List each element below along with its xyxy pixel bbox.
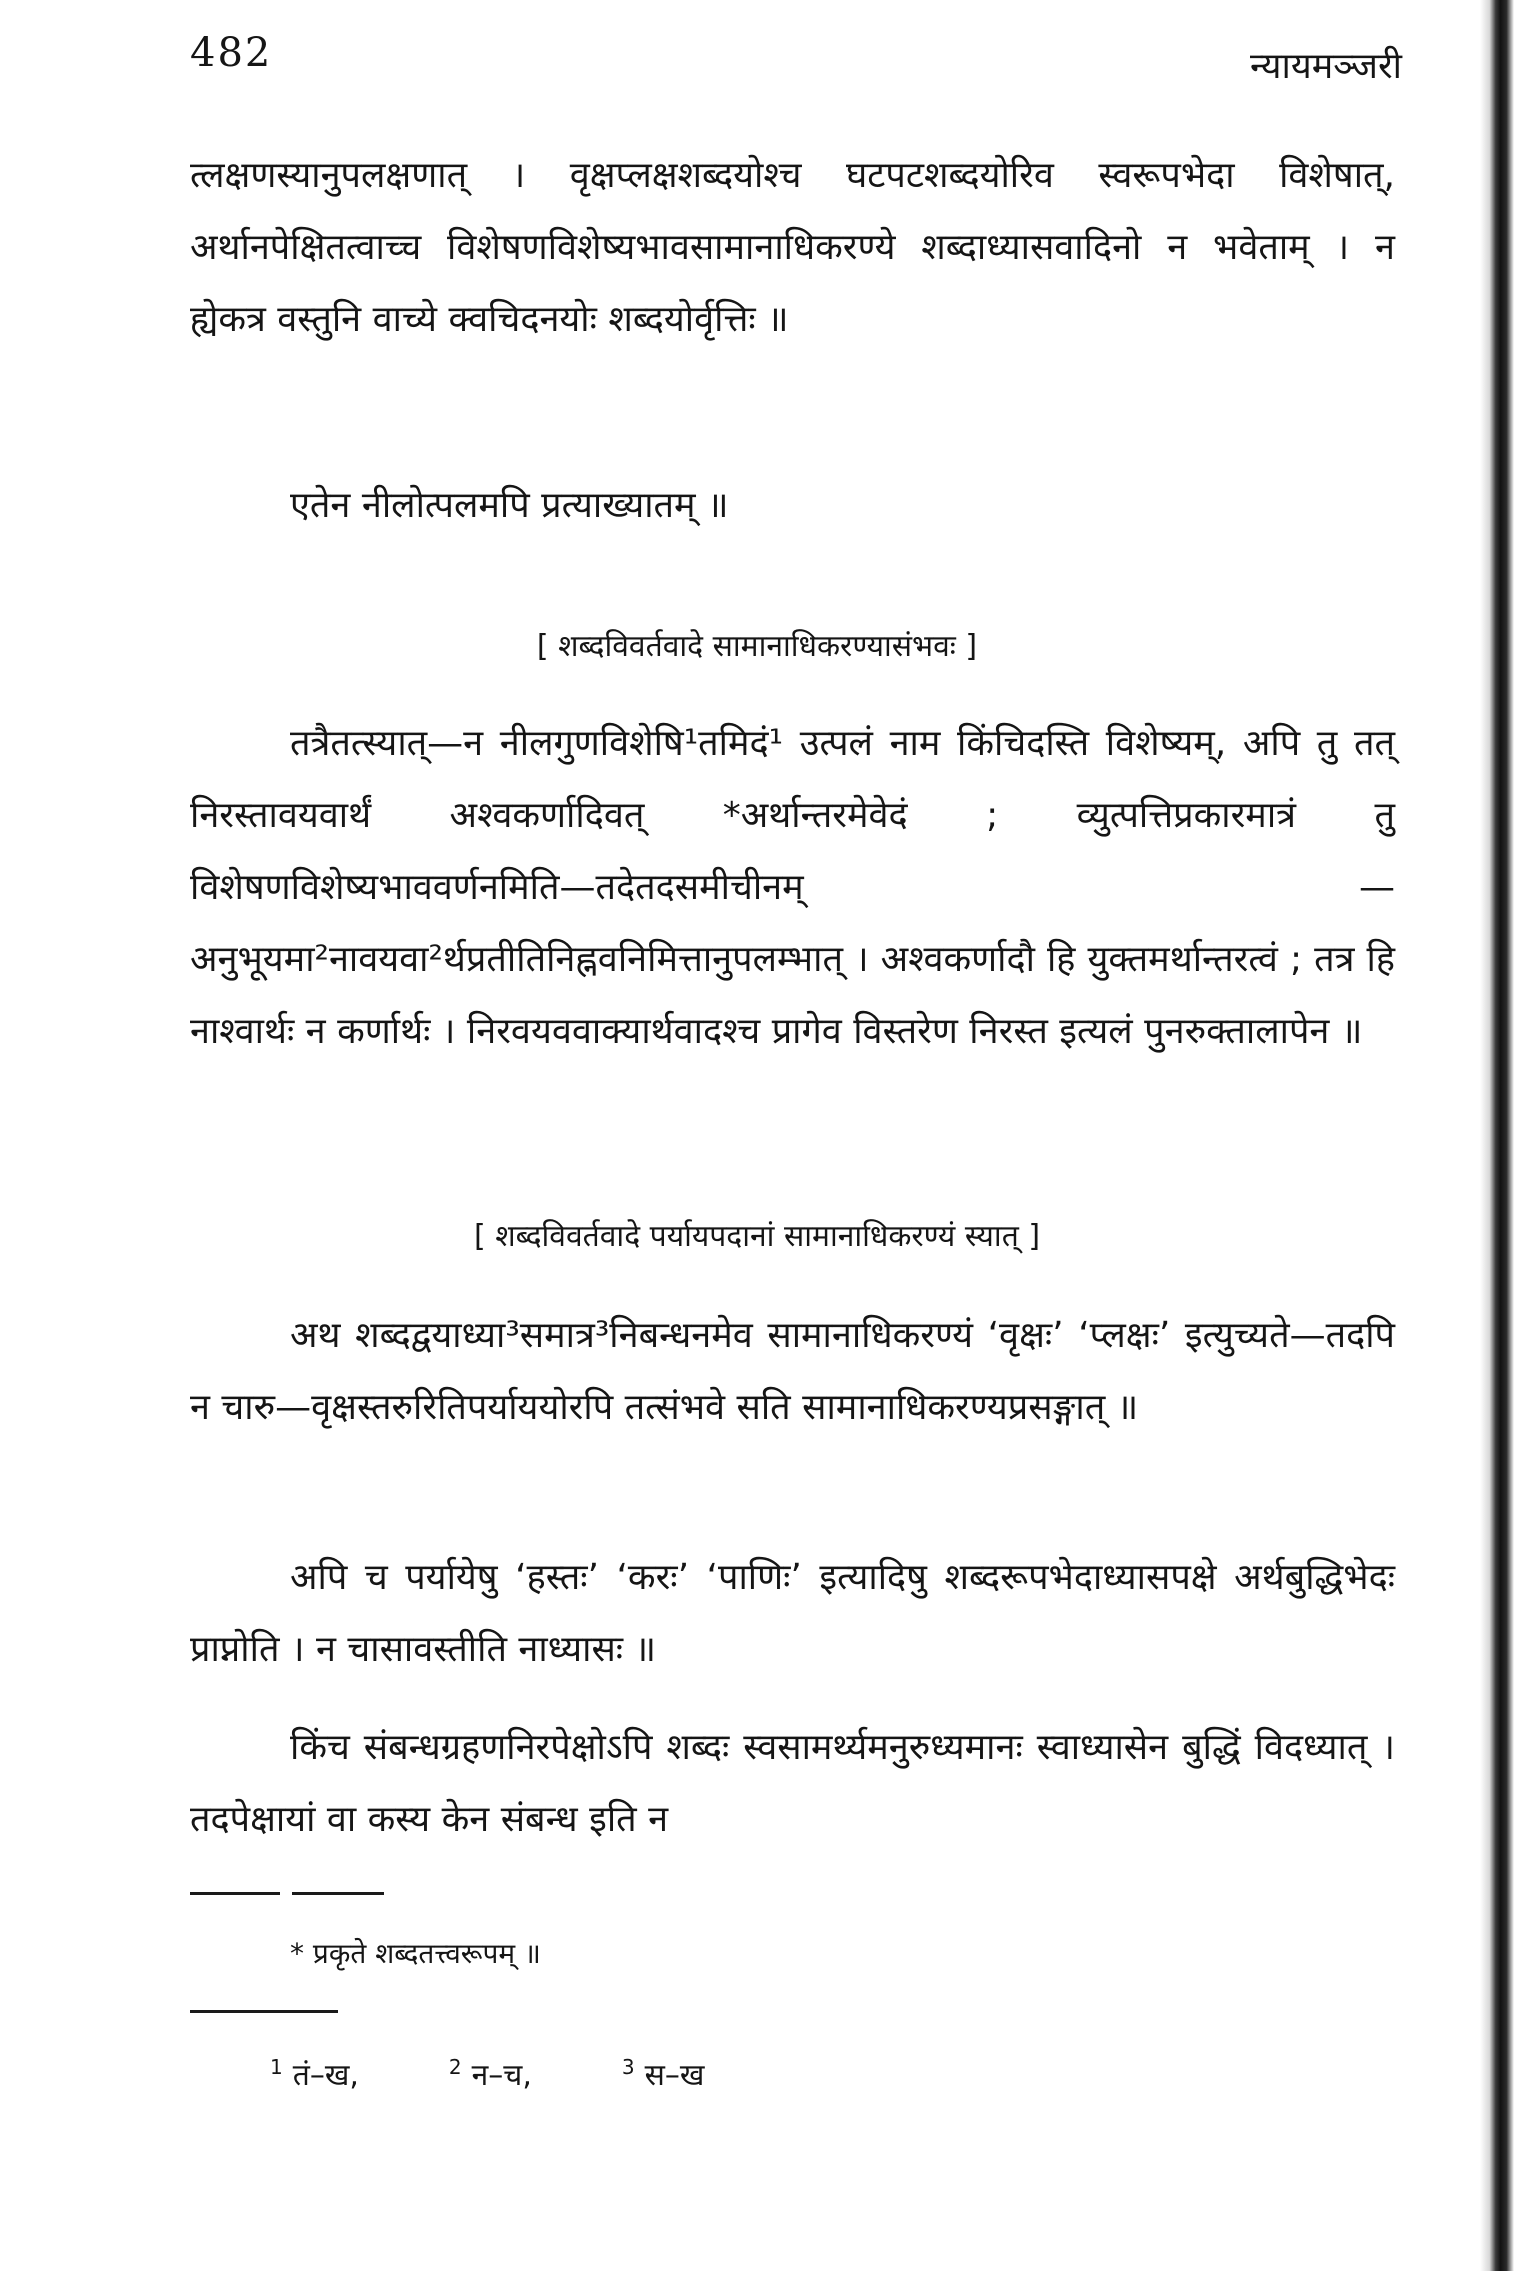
variant-number: 2 xyxy=(448,2055,462,2079)
book-spine-shadow xyxy=(1480,0,1514,2271)
variant-reading xyxy=(622,2052,705,2100)
variant-reading xyxy=(270,2052,359,2100)
footnote-rule-left xyxy=(190,1892,280,1895)
footnote-note: * प्रकृते शब्दतत्त्वरूपम् ॥ xyxy=(290,1937,541,1970)
variant-reading xyxy=(449,2052,532,2100)
section-heading-2: [ शब्दविवर्तवादे पर्यायपदानां सामानाधिकरण्यं स्यात् ] xyxy=(473,1219,1041,1254)
footnote-rule-right xyxy=(292,1892,384,1895)
variant-number: 1 xyxy=(270,2055,283,2079)
paragraph-4: अथ शब्दद्वयाध्या³समात्र³निबन्धनमेव सामानाधिकरण्यं ‘वृक्षः’ ‘प्लक्षः’ इत्युच्यते—तदपि न चारु—वृक्षस्तरुरितिपर्याययोरपि तत्संभवे सति सामानाधिकरण्यप्रसङ्गात् ॥ xyxy=(190,1315,1395,1428)
paragraph-1: त्लक्षणस्यानुपलक्षणात् । वृक्षप्लक्षशब्दयोश्च घटपटशब्दयोरिव स्वरूपभेदा विशेषात्, अर्थानपेक्षितत्वाच्च विशेषणविशेष्यभावसामानाधिकरण्ये शब्दाध्यासवादिनो न भवेताम् । न ह्येकत्र वस्तुनि वाच्ये क्वचिदनयोः शब्दयोर्वृत्तिः ॥ xyxy=(190,155,1395,340)
variant-number: 3 xyxy=(621,2055,635,2079)
paragraph-6: किंच संबन्धग्रहणनिरपेक्षोऽपि शब्दः स्वसामर्थ्यमनुरुध्यमानः स्वाध्यासेन बुद्धिं विदध्यात् । तदपेक्षायां वा कस्य केन संबन्ध इति न xyxy=(190,1727,1395,1840)
running-title: न्यायमञ्जरी xyxy=(1250,46,1402,87)
section-heading-1: [ शब्दविवर्तवादे सामानाधिकरण्यासंभवः ] xyxy=(536,629,978,664)
paragraph-5: अपि च पर्यायेषु ‘हस्तः’ ‘करः’ ‘पाणिः’ इत्यादिषु शब्दरूपभेदाध्यासपक्षे अर्थबुद्धिभेदः प्राप्नोति । न चासावस्तीति नाध्यासः ॥ xyxy=(190,1557,1395,1670)
page-number: 482 xyxy=(190,30,273,76)
paragraph-2: एतेन नीलोत्पलमपि प्रत्याख्यातम् ॥ xyxy=(290,485,729,526)
variant-text: तं–ख, xyxy=(292,2058,359,2093)
variant-readings-rule xyxy=(190,2010,338,2013)
variant-text: न–च, xyxy=(471,2058,532,2093)
paragraph-3: तत्रैतत्स्यात्—न नीलगुणविशेषि¹तमिदं¹ उत्पलं नाम किंचिदस्ति विशेष्यम्, अपि तु तत् निरस्तावयवार्थं अश्वकर्णादिवत् *अर्थान्तरमेवेदं ; व्युत्पत्तिप्रकारमात्रं तु विशेषणविशेष्यभाववर्णनमिति—तदेतदसमीचीनम् — अनुभूयमा²नावयवा²र्थप्रतीतिनिह्नवनिमित्तानुपलम्भात् । अश्वकर्णादौ हि युक्तमर्थान्तरत्वं ; तत्र हि नाश्वार्थः न कर्णार्थः । निरवयववाक्यार्थवादश्च प्रागेव विस्तरेण निरस्त इत्यलं पुनरुक्तालापेन ॥ xyxy=(190,723,1395,1052)
variant-readings xyxy=(270,2052,704,2100)
variant-text: स–ख xyxy=(644,2058,705,2093)
